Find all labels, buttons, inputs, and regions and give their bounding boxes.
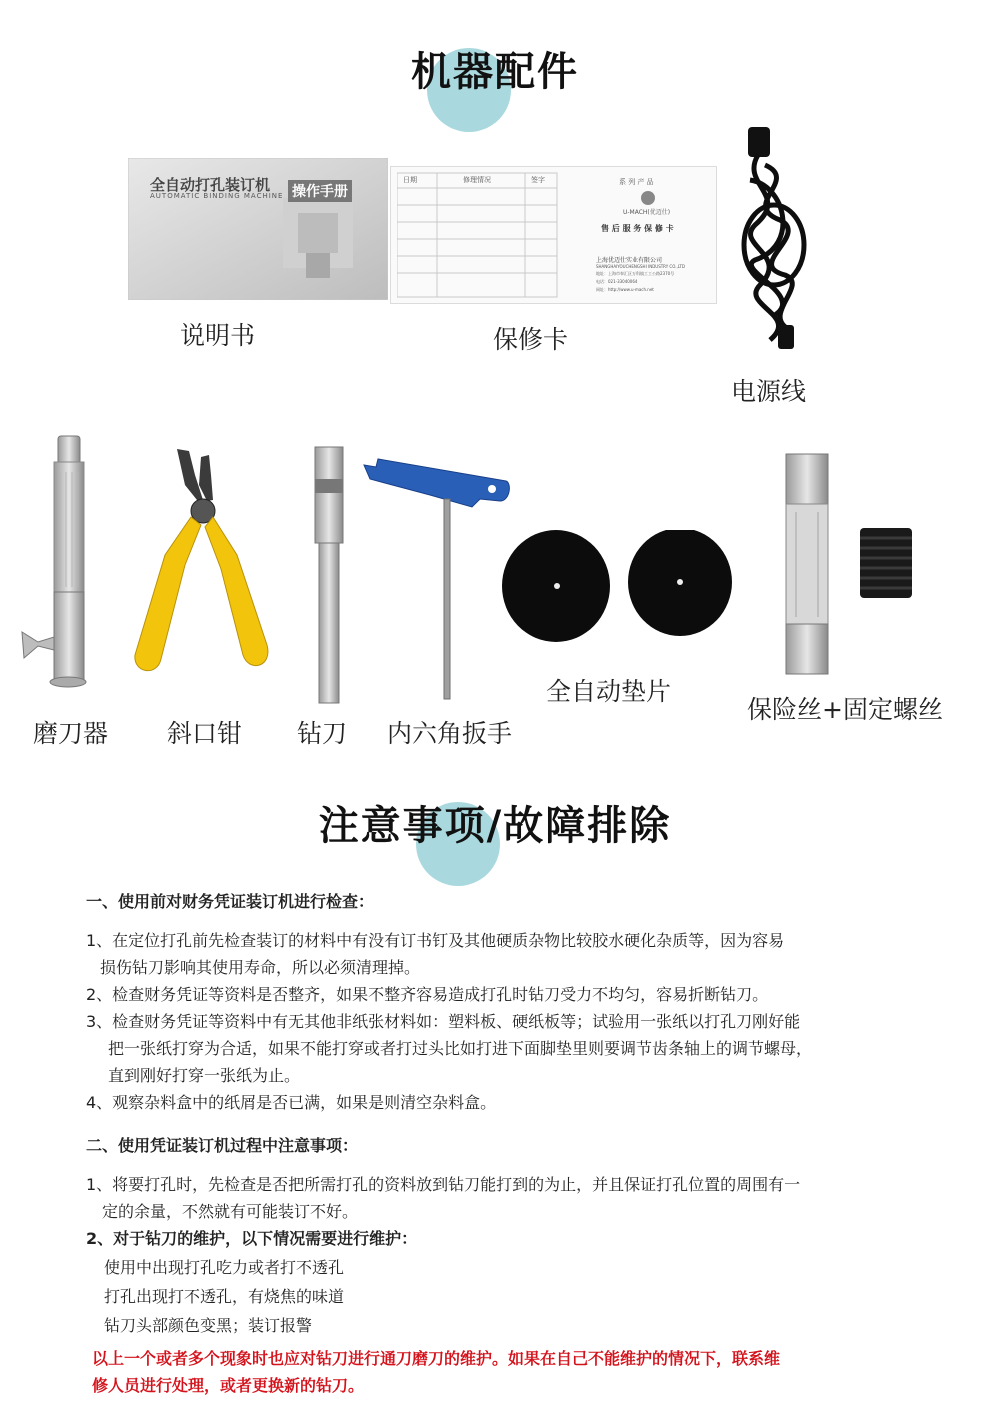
warranty-address: 地址：上海市奉汇区万科镇工工公路2370号: [596, 271, 675, 276]
warranty-card-title: 售 后 服 务 保 修 卡: [601, 224, 674, 233]
manual-image: [128, 158, 388, 300]
notes-s2-item-2-heading: 2、对于钻刀的维护，以下情况需要进行维护：: [86, 1229, 418, 1248]
notes-s1-item-3a: 3、检查财务凭证等资料中有无其他非纸张材料如：塑料板、硬纸板等；试验用一张纸以打孔刀刚好能: [86, 1012, 801, 1031]
section-title-notes: [0, 794, 990, 851]
warranty-col-repair: 修理情况: [463, 176, 491, 184]
notes-s2-item-1b: 定的余量，不然就有可能装订不好。: [102, 1202, 359, 1221]
warranty-col-date: 日期: [403, 176, 417, 184]
notes-s1-item-2: 2、检查财务凭证等资料是否整齐，如果不整齐容易造成打孔时钻刀受力不均匀，容易折断钻刀。: [86, 985, 769, 1004]
manual-cover-subtitle: 操作手册: [288, 180, 352, 202]
sharpener-label: 磨刀器: [33, 719, 109, 748]
power-cord-image: [730, 125, 820, 355]
manual-label: 说明书: [180, 321, 256, 350]
manual-cover-title: 全自动打孔装订机: [150, 176, 271, 194]
warranty-card-image: [390, 166, 717, 304]
power-cord-label: 电源线: [731, 377, 807, 406]
drill-bit-image: [305, 445, 355, 705]
notes-s2-item-1a: 1、将要打孔时，先检查是否把所需打孔的资料放到钻刀能打到的为止，并且保证打孔位置的周围有一: [86, 1175, 801, 1194]
notes-s2-symptom-2: 打孔出现打不透孔，有烧焦的味道: [104, 1287, 345, 1306]
notes-s1-heading: 一、使用前对财务凭证装订机进行检查：: [86, 892, 375, 911]
section1-title-text: 机器配件: [411, 49, 579, 95]
notes-s1-item-4: 4、观察杂料盒中的纸屑是否已满，如果是则清空杂料盒。: [86, 1093, 497, 1112]
notes-warning-line-2: 修人员进行处理，或者更换新的钻刀。: [92, 1376, 365, 1395]
notes-s1-item-1a: 1、在定位打孔前先检查装订的材料中有没有订书钉及其他硬质杂物比较胶水硬化杂质等，因为容易: [86, 931, 785, 950]
notes-s1-item-3b: 把一张纸打穿为合适，如果不能打穿或者打过头比如打进下面脚垫里则要调节齿条轴上的调节螺母，: [108, 1039, 813, 1058]
notes-s2-symptom-1: 使用中出现打孔吃力或者打不透孔: [104, 1258, 345, 1277]
notes-s1-item-3c: 直到刚好打穿一张纸为止。: [108, 1066, 301, 1085]
notes-warning-line-1: 以上一个或者多个现象时也应对钻刀进行通刀磨刀的维护。如果在自己不能维护的情况下，联系维: [92, 1349, 781, 1368]
warranty-company: 上海优迈仕实业有限公司: [596, 257, 663, 264]
notes-section-2: [86, 1132, 936, 1399]
manual-cover-title-en: AUTOMATIC BINDING MACHINE: [150, 192, 284, 200]
brand-logo-icon: [641, 191, 655, 205]
pliers-label: 斜口钳: [167, 719, 243, 748]
hex-wrench-label: 内六角扳手: [387, 719, 513, 748]
warranty-website: 网址：http://www.u-mach.net: [596, 287, 654, 292]
pads-label: 全自动垫片: [546, 677, 672, 706]
section2-title-text: 注意事项/故障排除: [318, 803, 672, 849]
notes-s1-item-1b: 损伤钻刀影响其使用寿命，所以必须清理掉。: [100, 958, 421, 977]
hex-wrench-image: [360, 455, 520, 705]
fuse-screw-image: [780, 452, 930, 682]
pliers-image: [125, 445, 275, 685]
warranty-brand: U-MACH(优迈仕): [623, 209, 671, 216]
sharpener-image: [18, 432, 98, 692]
pads-image: [500, 530, 740, 650]
notes-s2-symptom-3: 钻刀头部颜色变黑；装订报警: [104, 1316, 313, 1335]
warranty-series: 系 列 产 品: [619, 178, 654, 186]
warranty-company-en: SHANGHAIYOUCHENGSHI INDUSTRY CO.,LTD: [596, 264, 685, 269]
drill-bit-label: 钻刀: [297, 719, 348, 748]
warranty-label: 保修卡: [493, 325, 569, 354]
notes-section-1: [86, 888, 936, 1116]
warranty-phone: 电话：021-33040064: [596, 279, 638, 284]
section-title-accessories: [0, 40, 990, 97]
warranty-col-sign: 签字: [531, 176, 545, 184]
notes-s2-heading: 二、使用凭证装订机过程中注意事项：: [86, 1136, 359, 1155]
fuse-screw-label: 保险丝+固定螺丝: [747, 695, 943, 724]
